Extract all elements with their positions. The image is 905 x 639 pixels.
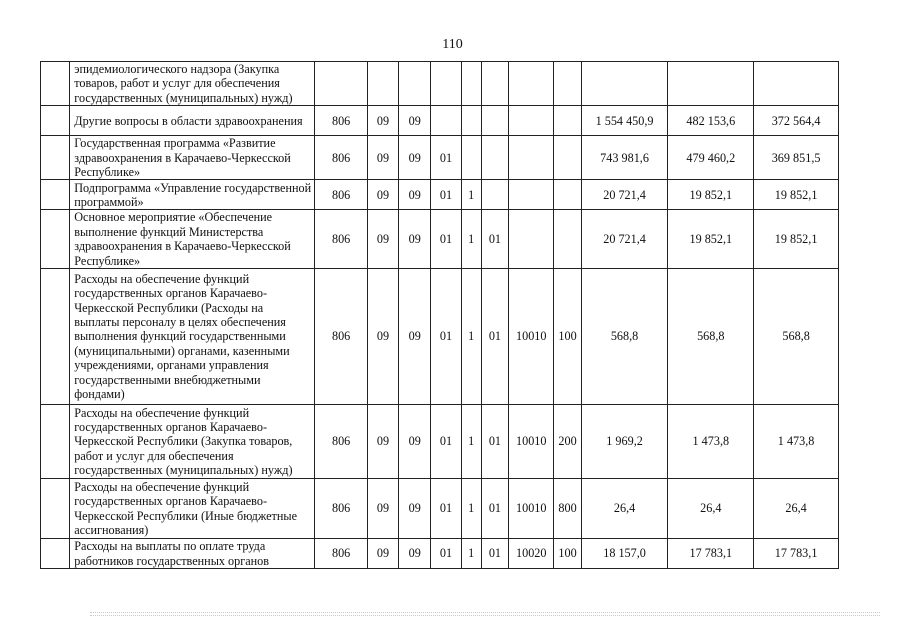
- cell-gr: 806: [315, 210, 367, 269]
- table-row: [41, 62, 839, 106]
- page-number: 110: [442, 37, 463, 52]
- cell-year3: 369 851,5: [754, 136, 839, 180]
- cell-gr: 806: [315, 479, 367, 539]
- cell-measure: [481, 136, 508, 180]
- cell-rz: 09: [367, 479, 398, 539]
- cell-gr: 806: [315, 106, 367, 136]
- cell-gr: 806: [315, 539, 367, 569]
- row-number-cell: [41, 106, 70, 136]
- cell-year1: 568,8: [581, 269, 668, 405]
- table-row: [41, 405, 839, 479]
- cell-rz: 09: [367, 539, 398, 569]
- row-name: Государственная программа «Развитие здравоохранения в Карачаево-Черкесской Республике»: [70, 136, 315, 180]
- cell-rz: 09: [367, 136, 398, 180]
- cell-pr: 09: [399, 405, 431, 479]
- cell-year2: 1 473,8: [668, 405, 754, 479]
- cell-year1: [581, 62, 668, 106]
- row-name: Другие вопросы в области здравоохранения: [70, 106, 315, 136]
- cell-measure: [481, 62, 508, 106]
- cell-direction: [509, 106, 554, 136]
- row-name: Расходы на обеспечение функций государственных органов Карачаево-Черкесской Республики (Расходы на выплаты персоналу в целях обеспечения выполнения функций государственными (муниципальными) органами, казенными учреждениями, органами управления государственными внебюджетными фондами): [70, 269, 315, 405]
- cell-subprogram: 1: [461, 479, 481, 539]
- cell-year2: [668, 62, 754, 106]
- row-number-cell: [41, 62, 70, 106]
- cell-vr: 100: [554, 269, 581, 405]
- cell-measure: 01: [481, 210, 508, 269]
- cell-subprogram: 1: [461, 180, 481, 210]
- cell-year3: 372 564,4: [754, 106, 839, 136]
- cell-year2: 17 783,1: [668, 539, 754, 569]
- cell-subprogram: [461, 136, 481, 180]
- cell-direction: [509, 136, 554, 180]
- cell-vr: [554, 210, 581, 269]
- row-name: Расходы на обеспечение функций государственных органов Карачаево-Черкесской Республики (Иные бюджетные ассигнования): [70, 479, 315, 539]
- cell-rz: 09: [367, 106, 398, 136]
- cell-year1: 20 721,4: [581, 180, 668, 210]
- cell-year1: 18 157,0: [581, 539, 668, 569]
- row-number-cell: [41, 269, 70, 405]
- table-row: [41, 479, 839, 539]
- cell-measure: 01: [481, 539, 508, 569]
- cell-direction: 10020: [509, 539, 554, 569]
- cell-pr: 09: [399, 479, 431, 539]
- cell-gr: 806: [315, 180, 367, 210]
- cell-subprogram: [461, 106, 481, 136]
- cell-measure: 01: [481, 269, 508, 405]
- cell-year1: 20 721,4: [581, 210, 668, 269]
- cell-vr: 200: [554, 405, 581, 479]
- row-number-cell: [41, 210, 70, 269]
- cell-year1: 26,4: [581, 479, 668, 539]
- row-number-cell: [41, 136, 70, 180]
- cell-measure: 01: [481, 405, 508, 479]
- cell-program: [431, 62, 461, 106]
- row-name: Подпрограмма «Управление государственной программой»: [70, 180, 315, 210]
- cell-rz: 09: [367, 210, 398, 269]
- cell-subprogram: 1: [461, 269, 481, 405]
- cell-program: 01: [431, 269, 461, 405]
- table-row: [41, 210, 839, 269]
- cell-program: 01: [431, 136, 461, 180]
- cell-rz: 09: [367, 180, 398, 210]
- cell-pr: [399, 62, 431, 106]
- cell-program: 01: [431, 539, 461, 569]
- cell-direction: [509, 180, 554, 210]
- cell-program: 01: [431, 210, 461, 269]
- table-row: [41, 180, 839, 210]
- cell-year2: 19 852,1: [668, 180, 754, 210]
- cell-year3: [754, 62, 839, 106]
- cell-year2: 568,8: [668, 269, 754, 405]
- row-name: Основное мероприятие «Обеспечение выполнение функций Министерства здравоохранения в Карачаево-Черкесской Республике»: [70, 210, 315, 269]
- cell-gr: 806: [315, 405, 367, 479]
- cell-pr: 09: [399, 106, 431, 136]
- cell-vr: [554, 106, 581, 136]
- cell-year3: 19 852,1: [754, 180, 839, 210]
- row-number-cell: [41, 479, 70, 539]
- cell-year1: 743 981,6: [581, 136, 668, 180]
- table-row: [41, 539, 839, 569]
- cell-year2: 479 460,2: [668, 136, 754, 180]
- cell-direction: 10010: [509, 269, 554, 405]
- cell-vr: [554, 136, 581, 180]
- cell-direction: 10010: [509, 479, 554, 539]
- cell-rz: 09: [367, 269, 398, 405]
- cell-measure: [481, 106, 508, 136]
- row-number-cell: [41, 539, 70, 569]
- cell-direction: [509, 210, 554, 269]
- scan-artifact-line: [90, 615, 880, 616]
- cell-subprogram: 1: [461, 539, 481, 569]
- cell-direction: 10010: [509, 405, 554, 479]
- cell-year3: 1 473,8: [754, 405, 839, 479]
- table-row: [41, 269, 839, 405]
- cell-measure: [481, 180, 508, 210]
- cell-gr: [315, 62, 367, 106]
- cell-program: 01: [431, 180, 461, 210]
- cell-subprogram: 1: [461, 210, 481, 269]
- cell-program: 01: [431, 405, 461, 479]
- cell-year3: 17 783,1: [754, 539, 839, 569]
- cell-vr: 800: [554, 479, 581, 539]
- cell-year3: 19 852,1: [754, 210, 839, 269]
- cell-program: 01: [431, 479, 461, 539]
- row-name: Расходы на обеспечение функций государственных органов Карачаево-Черкесской Республики (Закупка товаров, работ и услуг для обеспечения государственных (муниципальных) нужд): [70, 405, 315, 479]
- cell-pr: 09: [399, 136, 431, 180]
- cell-vr: [554, 180, 581, 210]
- cell-year2: 26,4: [668, 479, 754, 539]
- cell-rz: [367, 62, 398, 106]
- cell-year3: 26,4: [754, 479, 839, 539]
- cell-year2: 482 153,6: [668, 106, 754, 136]
- row-name: эпидемиологического надзора (Закупка товаров, работ и услуг для обеспечения государственных (муниципальных) нужд): [70, 62, 315, 106]
- row-number-cell: [41, 180, 70, 210]
- row-name: Расходы на выплаты по оплате труда работников государственных органов: [70, 539, 315, 569]
- cell-year1: 1 554 450,9: [581, 106, 668, 136]
- cell-rz: 09: [367, 405, 398, 479]
- cell-subprogram: 1: [461, 405, 481, 479]
- cell-gr: 806: [315, 269, 367, 405]
- cell-direction: [509, 62, 554, 106]
- row-number-cell: [41, 405, 70, 479]
- cell-pr: 09: [399, 210, 431, 269]
- cell-pr: 09: [399, 539, 431, 569]
- cell-program: [431, 106, 461, 136]
- cell-subprogram: [461, 62, 481, 106]
- cell-year3: 568,8: [754, 269, 839, 405]
- cell-pr: 09: [399, 180, 431, 210]
- cell-gr: 806: [315, 136, 367, 180]
- cell-vr: [554, 62, 581, 106]
- cell-vr: 100: [554, 539, 581, 569]
- cell-year2: 19 852,1: [668, 210, 754, 269]
- budget-table: [40, 61, 839, 569]
- cell-year1: 1 969,2: [581, 405, 668, 479]
- cell-pr: 09: [399, 269, 431, 405]
- table-row: [41, 136, 839, 180]
- cell-measure: 01: [481, 479, 508, 539]
- scan-artifact-line: [90, 612, 880, 613]
- table-row: [41, 106, 839, 136]
